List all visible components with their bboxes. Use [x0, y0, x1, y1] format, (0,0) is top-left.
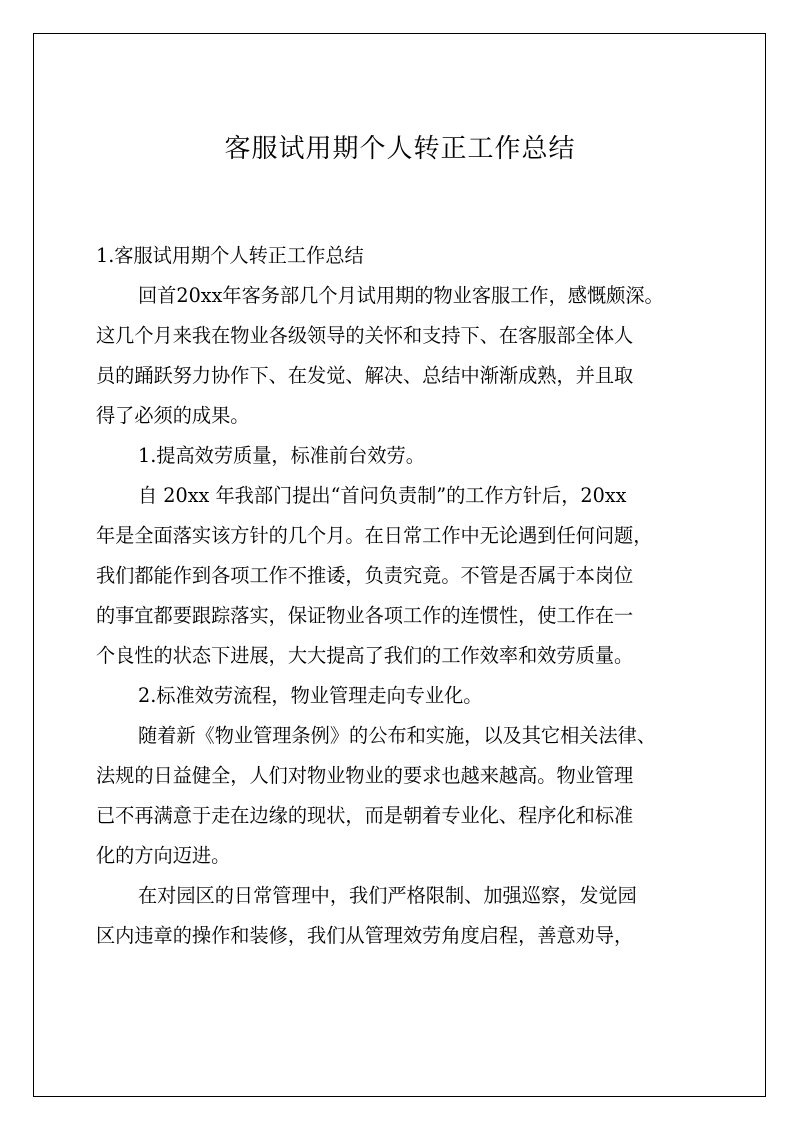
text-line: 已不再满意于走在边缘的现状，而是朝着专业化、程序化和标准 — [96, 804, 634, 827]
text-line: 随着新《物业管理条例》的公布和实施，以及其它相关法律、 — [138, 724, 657, 747]
text-line: 自 20xx 年我部门提出“首问负责制”的工作方针后，20xx — [138, 484, 627, 507]
text-line: 这几个月来我在物业各级领导的关怀和支持下、在客服部全体人 — [96, 324, 634, 347]
text-line: 个良性的状态下进展，大大提高了我们的工作效率和效劳质量。 — [96, 644, 634, 667]
text-line: 1.提高效劳质量，标准前台效劳。 — [138, 444, 425, 467]
text-line: 年是全面落实该方针的几个月。在日常工作中无论遇到任何问题， — [96, 524, 653, 547]
document-title: 客服试用期个人转正工作总结 — [224, 134, 576, 164]
text-line: 的事宜都要跟踪落实，保证物业各项工作的连惯性，使工作在一 — [96, 604, 634, 627]
document-body — [96, 236, 704, 956]
text-line: 得了必须的成果。 — [96, 404, 250, 427]
text-line: 我们都能作到各项工作不推诿，负责究竟。不管是否属于本岗位 — [96, 564, 634, 587]
text-line: 法规的日益健全，人们对物业物业的要求也越来越高。物业管理 — [96, 764, 634, 787]
text-line: 员的踊跃努力协作下、在发觉、解决、总结中渐渐成熟，并且取 — [96, 364, 634, 387]
text-line: 化的方向迈进。 — [96, 844, 231, 867]
text-line: 1.客服试用期个人转正工作总结 — [96, 244, 364, 267]
text-line: 回首20xx年客务部几个月试用期的物业客服工作，感慨颇深。 — [138, 284, 664, 307]
text-line: 在对园区的日常管理中，我们严格限制、加强巡察，发觉园 — [138, 884, 637, 907]
text-line: 区内违章的操作和装修，我们从管理效劳角度启程，善意劝导， — [96, 924, 634, 947]
text-line: 2.标准效劳流程，物业管理走向专业化。 — [138, 684, 483, 707]
